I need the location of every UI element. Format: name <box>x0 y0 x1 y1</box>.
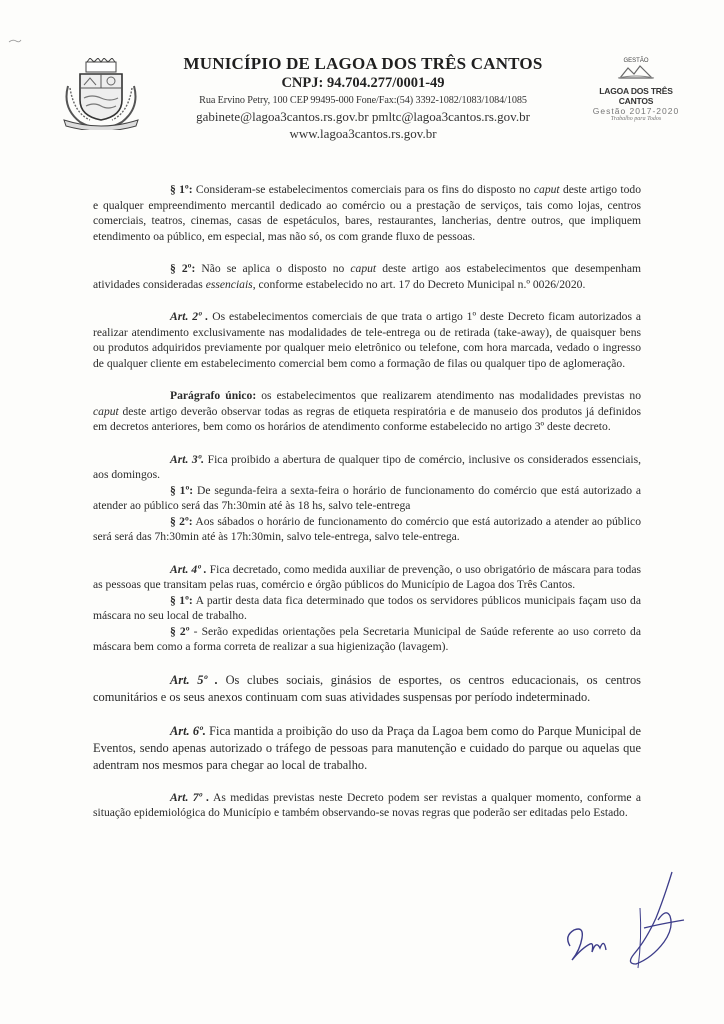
logo-term: Gestão 2017-2020 <box>592 106 680 116</box>
article-4: Art. 4º . Fica decretado, como medida auxiliar de prevenção, o uso obrigatório de máscara para todas as pessoas que transitam pelas ruas, comércio e órgão públicos do Município de Lagoa dos Três Cantos. <box>93 562 641 591</box>
logo-small-text: GESTÃO <box>623 58 649 64</box>
article-4-paragraph-2: § 2º - Serão expedidas orientações pela Secretaria Municipal de Saúde referente ao uso correto da máscara bem como a forma correta de realizar a sua higienização (lavagem). <box>93 624 641 653</box>
article-2-sole-paragraph: Parágrafo único: os estabelecimentos que realizarem atendimento nas modalidades previstas no caput deste artigo deverão observar todas as regras de etiqueta respiratória e de manuseio dos produtos já definidos em decretos anteriores, bem como os horários de atendimento conforme estabelecido no artigo 3º deste decreto. <box>93 389 641 433</box>
margin-mark-icon <box>8 38 22 44</box>
art1-paragraph-1: § 1º: Consideram-se estabelecimentos comerciais para os fins do disposto no caput deste artigo todo e qualquer empreendimento mercantil dedicado ao comércio ou a prestação de serviços, tais como lojas, centros comerciais, teatros, cinemas, casas de espetáculos, bares, restaurantes, lancherias, dentre outros, que impliquem etendimento oa público, em especial, mas não só, os com grande fluxo de pessoas. <box>93 183 641 243</box>
municipal-coat-of-arms-icon <box>60 58 142 130</box>
article-4-paragraph-1: § 1º: A partir desta data fica determinado que todos os servidores públicos municipais façam uso da máscara no seu local de trabalho. <box>93 593 641 622</box>
website: www.lagoa3cantos.rs.gov.br <box>289 126 437 141</box>
address: Rua Ervino Petry, 100 CEP 99495-000 Fone/Fax:(54) 3392-1082/1083/1084/1085 <box>199 95 527 106</box>
article-3-paragraph-1: § 1º: De segunda-feira a sexta-feira o horário de funcionamento do comércio que está autorizado a atender ao público será das 7h:30min até às 18 hs, salvo tele-entrega <box>93 483 641 512</box>
article-7: Art. 7º . As medidas previstas neste Decreto podem ser revistas a qualquer momento, conforme a situação epidemiológica do Município e também observando-se novas regras que poderão ser editadas pelo Estado. <box>93 790 641 819</box>
article-3-paragraph-2: § 2º: Aos sábados o horário de funcionamento do comércio que está autorizado a atender ao público será será das 7h:30min até às 17h:30min, salvo tele-entrega, salvo tele-entrega. <box>93 514 641 543</box>
cnpj: CNPJ: 94.704.277/0001-49 <box>281 75 445 91</box>
art1-paragraph-2: § 2º: Não se aplica o disposto no caput deste artigo aos estabelecimentos que desempenham atividades consideradas essenciais, conforme estabelecido no art. 17 do Decreto Municipal n.º 0026/2020. <box>93 262 641 291</box>
decree-body <box>93 182 641 821</box>
administration-logo-icon <box>616 64 656 80</box>
municipality-name: MUNICÍPIO DE LAGOA DOS TRÊS CANTOS <box>183 54 543 73</box>
letterhead <box>148 54 578 142</box>
logo-slogan: Trabalho para Todos <box>610 116 662 122</box>
article-2: Art. 2º . Os estabelecimentos comerciais de que trata o artigo 1º deste Decreto ficam autorizados a realizar atendimento exclusivamente nas modalidades de tele-entrega ou de retirada (take-away), de quaisquer bens ou produtos adquiridos previamente por qualquer meio eletrônico ou telefone, com hora marcada, vedado o ingresso de qualquer cliente em estabelecimento comercial bem como a formação de filas ou qualquer tipo de aglomeração. <box>93 310 641 370</box>
logo-name: LAGOA DOS TRÊS CANTOS <box>599 86 673 106</box>
email-addresses: gabinete@lagoa3cantos.rs.gov.br pmltc@lagoa3cantos.rs.gov.br <box>196 109 530 124</box>
article-3: Art. 3º. Fica proibido a abertura de qualquer tipo de comércio, inclusive os considerados essenciais, aos domingos. <box>93 452 642 481</box>
article-5: Art. 5º . Os clubes sociais, ginásios de esportes, os centros educacionais, os centros comunitários e os seus anexos continuam com suas atividades suspensas por período indeterminado. <box>93 672 641 704</box>
handwritten-signature-icon <box>560 868 690 978</box>
administration-logo <box>586 58 686 122</box>
article-6: Art. 6º. Fica mantida a proibição do uso da Praça da Lagoa bem como do Parque Municipal de Eventos, sendo apenas autorizado o tráfego de pessoas para manutenção e cuidado do parque ou aquelas que adentram nos mesmos para chegar ao local de trabalho. <box>93 723 641 772</box>
